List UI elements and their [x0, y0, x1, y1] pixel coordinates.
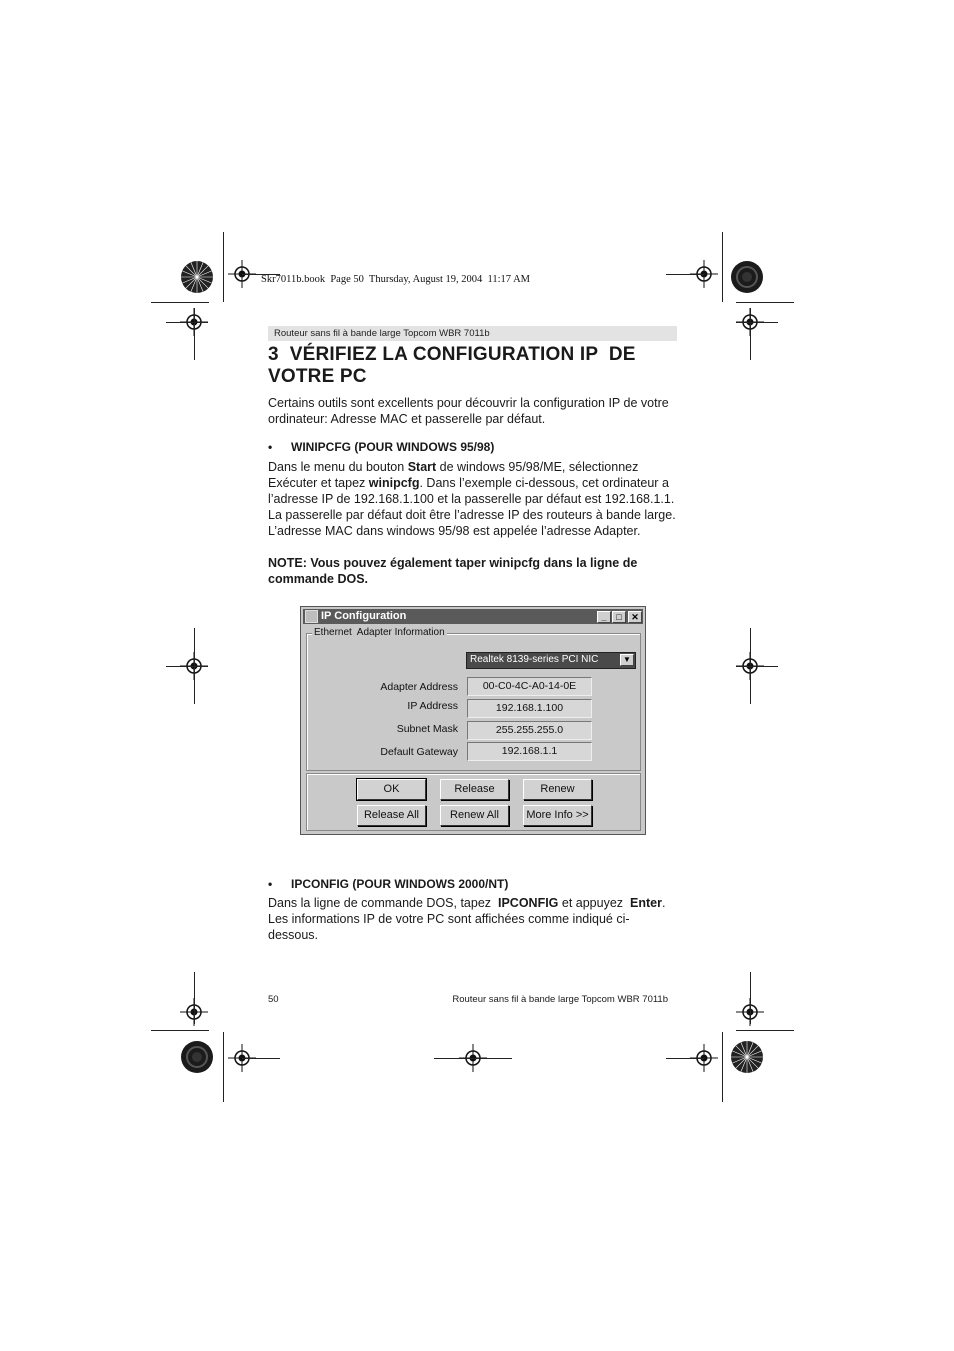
page-title-line2: VOTRE PC	[268, 366, 367, 387]
crop-line	[223, 232, 224, 302]
section1-line: l’adresse IP de 192.168.1.100 et la passerelle par défaut est 192.168.1.1.	[268, 492, 675, 506]
footer-text: Routeur sans fil à bande large Topcom WBR 7011b	[452, 994, 668, 1005]
section1-line: L’adresse MAC dans windows 95/98 est appelée l’adresse Adapter.	[268, 524, 641, 538]
renew-all-button[interactable]: Renew All	[440, 805, 509, 826]
section2-line: dessous.	[268, 928, 319, 942]
color-target-icon	[180, 1040, 214, 1074]
starburst-mark-icon	[730, 1040, 764, 1074]
bullet: •	[268, 877, 273, 891]
guide-line	[166, 322, 208, 323]
page-title	[268, 344, 636, 388]
chevron-down-icon[interactable]: ▼	[620, 654, 634, 666]
adapter-info-group-label: Ethernet Adapter Information	[314, 627, 445, 638]
adapter-address-label: Adapter Address	[380, 681, 458, 693]
section1-line: Dans le menu du bouton Start de windows 95/98/ME, sélectionnez	[268, 460, 639, 474]
crop-line	[722, 232, 723, 302]
default-gateway-field: 192.168.1.1	[467, 742, 592, 761]
intro-line: ordinateur: Adresse MAC et passerelle par défaut.	[268, 412, 546, 426]
color-target-icon	[730, 260, 764, 294]
guide-line	[434, 1058, 512, 1059]
maximize-button[interactable]: □	[612, 611, 626, 623]
window-title: IP Configuration	[321, 610, 407, 622]
bullet: •	[268, 440, 273, 454]
section2-paragraph	[268, 895, 688, 943]
subnet-mask-field: 255.255.255.0	[467, 721, 592, 740]
crop-line	[722, 1032, 723, 1102]
ip-address-field: 192.168.1.100	[467, 699, 592, 718]
intro-paragraph	[268, 395, 688, 427]
guide-line	[242, 1058, 280, 1059]
page-title-line1: 3 VÉRIFIEZ LA CONFIGURATION IP DE	[268, 344, 636, 365]
window-titlebar[interactable]	[303, 609, 643, 624]
crop-line	[151, 302, 209, 303]
section2-heading-text: IPCONFIG (POUR WINDOWS 2000/NT)	[291, 877, 509, 891]
guide-line	[666, 274, 704, 275]
close-button[interactable]: ✕	[628, 611, 642, 623]
release-button[interactable]: Release	[440, 779, 509, 800]
page-number: 50	[268, 994, 279, 1005]
crop-line	[151, 1030, 209, 1031]
ip-address-label: IP Address	[407, 700, 458, 712]
section1-line: La passerelle par défaut doit être l’adresse IP des routeurs à bande large.	[268, 508, 676, 522]
adapter-address-field: 00-C0-4C-A0-14-0E	[467, 677, 592, 696]
section2-line: Dans la ligne de commande DOS, tapez IPCONFIG et appuyez Enter.	[268, 896, 666, 910]
section2-line: Les informations IP de votre PC sont affichées comme indiqué ci-	[268, 912, 630, 926]
intro-line: Certains outils sont excellents pour découvrir la configuration IP de votre	[268, 396, 669, 410]
guide-line	[194, 308, 195, 360]
section2-heading	[268, 877, 508, 891]
crop-line	[223, 1032, 224, 1102]
guide-line	[750, 972, 751, 1024]
guide-line	[736, 322, 778, 323]
ip-configuration-window	[300, 606, 646, 835]
ok-button[interactable]: OK	[357, 779, 426, 800]
print-info: Skr7011b.book Page 50 Thursday, August 19, 2004 11:17 AM	[261, 274, 531, 285]
more-info-button[interactable]: More Info >>	[523, 805, 592, 826]
subnet-mask-label: Subnet Mask	[396, 723, 458, 735]
crop-line	[736, 302, 794, 303]
adapter-select-value: Realtek 8139-series PCI NIC	[470, 654, 599, 665]
minimize-button[interactable]: _	[597, 611, 611, 623]
section1-heading	[268, 440, 494, 454]
guide-line	[736, 666, 778, 667]
section1-paragraph	[268, 459, 688, 539]
adapter-select[interactable]	[466, 652, 636, 669]
running-header: Routeur sans fil à bande large Topcom WBR 7011b	[268, 326, 677, 341]
crop-line	[736, 1030, 794, 1031]
default-gateway-label: Default Gateway	[380, 746, 458, 758]
section1-line: Exécuter et tapez winipcfg. Dans l’exemple ci-dessous, cet ordinateur a	[268, 476, 669, 490]
renew-button[interactable]: Renew	[523, 779, 592, 800]
guide-line	[750, 308, 751, 360]
window-app-icon	[305, 610, 318, 623]
guide-line	[194, 972, 195, 1024]
guide-line	[166, 666, 208, 667]
note-paragraph: NOTE: Vous pouvez également taper winipcfg dans la ligne de commande DOS.	[268, 556, 638, 586]
release-all-button[interactable]: Release All	[357, 805, 426, 826]
guide-line	[666, 1058, 704, 1059]
starburst-mark-icon	[180, 260, 214, 294]
section1-heading-text: WINIPCFG (POUR WINDOWS 95/98)	[291, 440, 495, 454]
